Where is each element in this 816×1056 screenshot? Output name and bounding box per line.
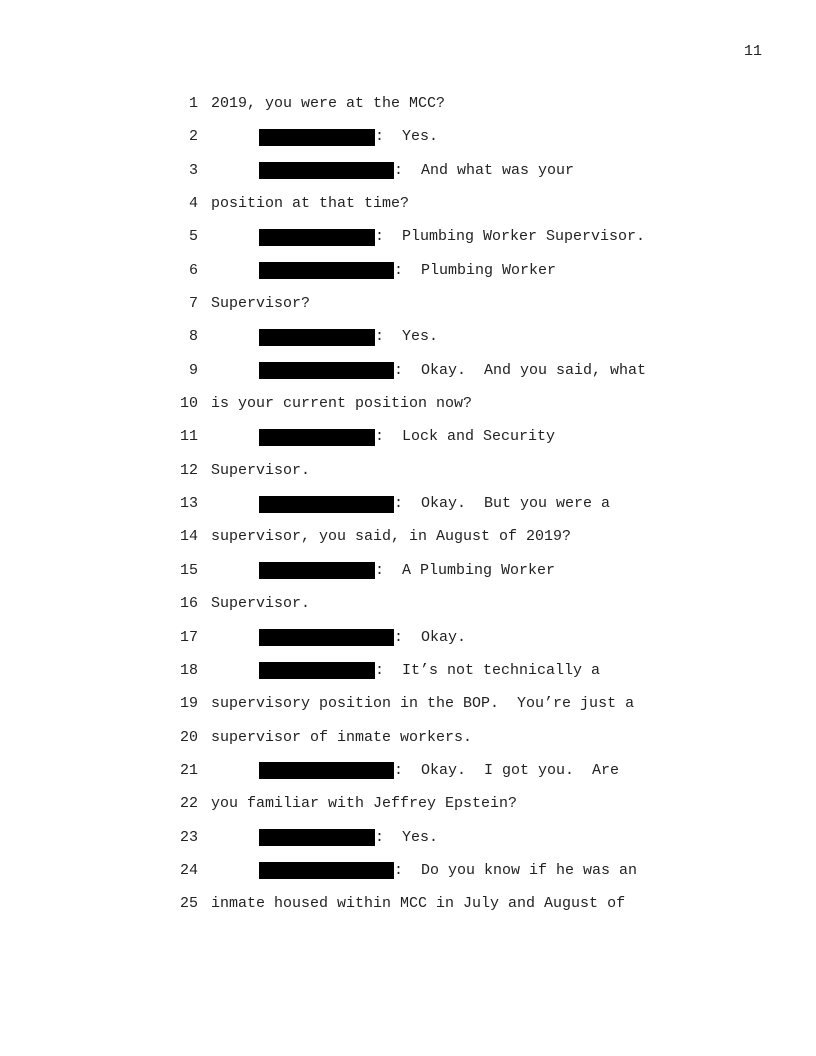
speaker-text: : A Plumbing Worker (375, 561, 556, 579)
line-text: supervisory position in the BOP. You’re just a (211, 695, 635, 713)
speaker-line (259, 161, 574, 181)
line-number: 1 (188, 95, 198, 112)
transcript-line (0, 594, 816, 627)
line-number: 8 (188, 328, 198, 346)
transcript-line (0, 361, 816, 394)
transcript-line (0, 194, 816, 227)
transcript-line (0, 761, 816, 794)
speaker-text: : Okay. I got you. Are (394, 761, 620, 779)
redacted-speaker-name (259, 429, 375, 446)
speaker-text: : Yes. (375, 828, 439, 846)
speaker-line (259, 494, 610, 514)
line-number: 9 (188, 361, 198, 379)
line-number: 18 (179, 661, 198, 679)
redacted-speaker-name (259, 162, 394, 179)
line-number: 25 (179, 895, 198, 913)
redacted-speaker-name (259, 362, 394, 379)
page-number: 11 (743, 43, 762, 60)
line-number: 11 (179, 428, 198, 446)
transcript-line (0, 261, 816, 294)
speaker-text: : Okay. But you were a (394, 495, 611, 513)
line-number: 15 (179, 561, 198, 579)
transcript-line (0, 828, 816, 861)
speaker-text: : Okay. And you said, what (394, 361, 647, 379)
line-number: 17 (179, 628, 198, 646)
transcript-line (0, 894, 816, 927)
line-number: 4 (188, 195, 198, 213)
redacted-speaker-name (259, 229, 375, 246)
transcript-line (0, 227, 816, 260)
line-number: 3 (188, 161, 198, 179)
speaker-text: : And what was your (394, 161, 575, 179)
transcript-line (0, 661, 816, 694)
speaker-line (259, 761, 619, 781)
redacted-speaker-name (259, 662, 375, 679)
transcript (0, 94, 816, 928)
speaker-text: : Do you know if he was an (394, 861, 638, 879)
transcript-line (0, 94, 816, 127)
transcript-line (0, 794, 816, 827)
speaker-text: : Yes. (375, 328, 439, 346)
line-number: 5 (188, 228, 198, 246)
speaker-line (259, 127, 438, 147)
transcript-line (0, 161, 816, 194)
line-text: position at that time? (211, 195, 410, 213)
line-text: is your current position now? (211, 395, 473, 413)
transcript-line (0, 861, 816, 894)
line-text: Supervisor. (211, 461, 311, 479)
speaker-text: : It’s not technically a (375, 661, 601, 679)
line-number: 22 (179, 795, 198, 813)
line-text: supervisor of inmate workers. (211, 728, 473, 746)
speaker-line (259, 327, 438, 347)
transcript-line (0, 127, 816, 160)
line-text: Supervisor? (211, 295, 311, 313)
line-number: 2 (188, 128, 198, 146)
speaker-line (259, 361, 646, 381)
line-number: 6 (188, 261, 198, 279)
redacted-speaker-name (259, 862, 394, 879)
transcript-line (0, 494, 816, 527)
transcript-line (0, 561, 816, 594)
line-number: 14 (179, 528, 198, 546)
redacted-speaker-name (259, 262, 394, 279)
transcript-line (0, 294, 816, 327)
line-number: 12 (179, 461, 198, 479)
line-number: 20 (179, 728, 198, 746)
line-number: 13 (179, 495, 198, 513)
redacted-speaker-name (259, 829, 375, 846)
transcript-line (0, 394, 816, 427)
line-text: Supervisor. (211, 595, 311, 613)
transcript-line (0, 461, 816, 494)
redacted-speaker-name (259, 629, 394, 646)
redacted-speaker-name (259, 496, 394, 513)
line-text: you familiar with Jeffrey Epstein? (211, 795, 518, 813)
line-number: 19 (179, 695, 198, 713)
redacted-speaker-name (259, 329, 375, 346)
redacted-speaker-name (259, 129, 375, 146)
line-number: 7 (188, 295, 198, 313)
line-number: 24 (179, 861, 198, 879)
line-number: 21 (179, 761, 198, 779)
transcript-line (0, 527, 816, 560)
speaker-line (259, 561, 555, 581)
speaker-text: : Lock and Security (375, 428, 556, 446)
line-number: 10 (179, 395, 198, 413)
speaker-line (259, 227, 645, 247)
redacted-speaker-name (259, 562, 375, 579)
speaker-line (259, 427, 555, 447)
line-text: inmate housed within MCC in July and August of (211, 895, 626, 913)
speaker-text: : Plumbing Worker (394, 261, 557, 279)
redacted-speaker-name (259, 762, 394, 779)
transcript-line (0, 327, 816, 360)
line-text: 2019, you were at the MCC? (211, 95, 446, 112)
line-text: supervisor, you said, in August of 2019? (211, 528, 572, 546)
speaker-text: : Plumbing Worker Supervisor. (375, 228, 646, 246)
speaker-line (259, 261, 556, 281)
line-number: 16 (179, 595, 198, 613)
speaker-line (259, 661, 600, 681)
speaker-line (259, 861, 637, 881)
transcript-line (0, 694, 816, 727)
speaker-text: : Yes. (375, 128, 439, 146)
line-number: 23 (179, 828, 198, 846)
speaker-line (259, 828, 438, 848)
transcript-line (0, 427, 816, 460)
transcript-line (0, 728, 816, 761)
speaker-text: : Okay. (394, 628, 467, 646)
transcript-line (0, 628, 816, 661)
speaker-line (259, 628, 466, 648)
